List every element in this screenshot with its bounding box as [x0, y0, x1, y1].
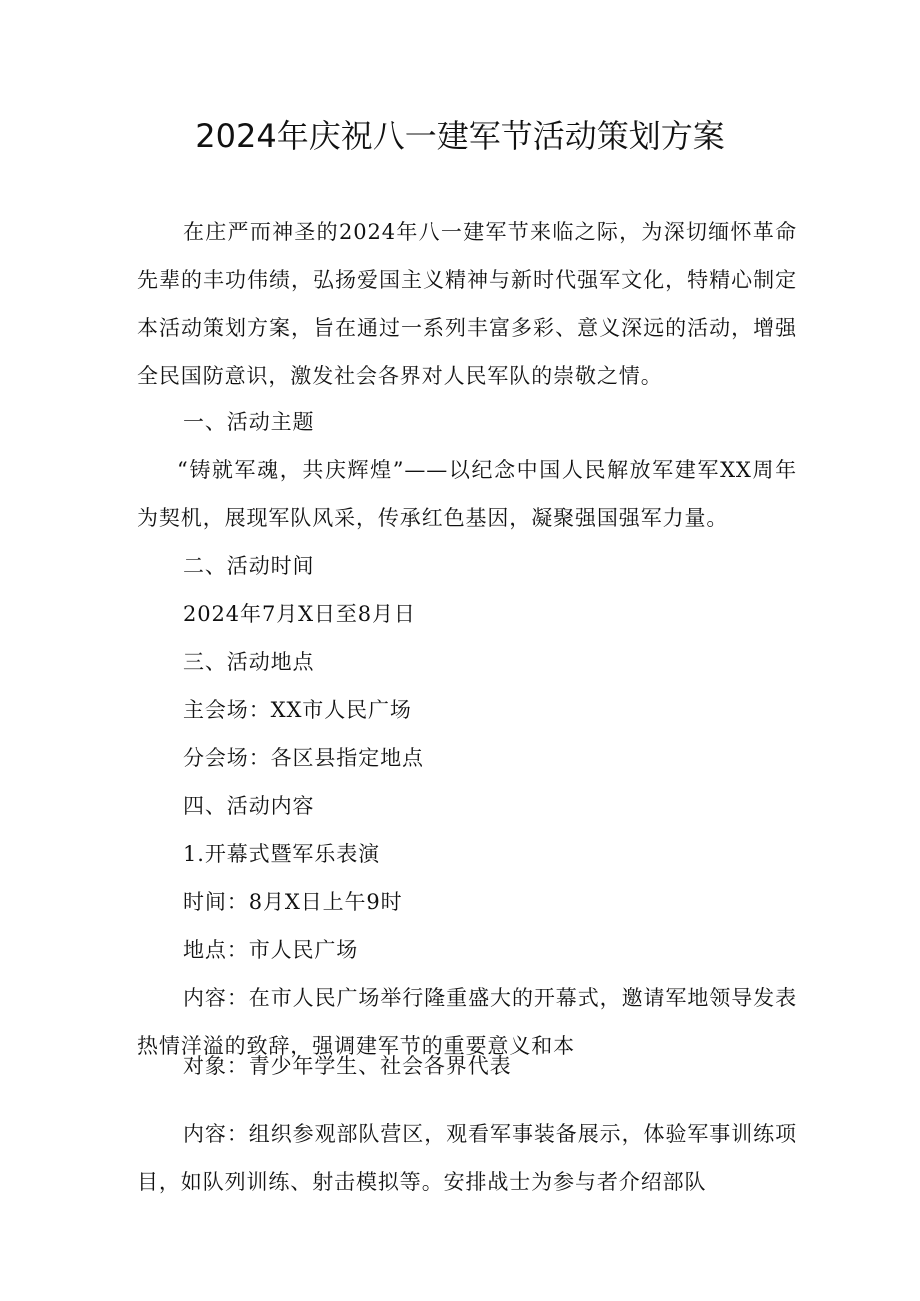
sub-venue: 分会场：各区县指定地点 — [183, 746, 424, 770]
theme-paragraph: “铸就军魂，共庆辉煌”——以纪念中国人民解放军建军XX周年为契机，展现军队风采，传承红色基因，凝聚强国强军力量。 — [137, 458, 797, 530]
intro-paragraph: 在庄严而神圣的2024年八一建军节来临之际，为深切缅怀革命先辈的丰功伟绩，弘扬爱国主义精神与新时代强军文化，特精心制定本活动策划方案，旨在通过一系列丰富多彩、意义深远的活动，增强全民国防意识，激发社会各界对人民军队的崇敬之情。 — [137, 220, 797, 388]
item1-audience: 对象：青少年学生、社会各界代表 — [183, 1054, 512, 1078]
item1-title: 1.开幕式暨军乐表演 — [183, 842, 381, 866]
main-venue: 主会场：XX市人民广场 — [183, 698, 412, 722]
item1-time: 时间：8月X日上午9时 — [183, 890, 403, 914]
section-heading-location: 三、活动地点 — [183, 650, 315, 674]
item1-content: 内容：在市人民广场举行隆重盛大的开幕式，邀请军地领导发表热情洋溢的致辞，强调建军节的重要意义和本 — [137, 986, 797, 1058]
section-heading-theme: 一、活动主题 — [183, 410, 315, 434]
section-heading-content: 四、活动内容 — [183, 794, 315, 818]
item2-content: 内容：组织参观部队营区，观看军事装备展示，体验军事训练项目，如队列训练、射击模拟等。安排战士为参与者介绍部队 — [137, 1122, 797, 1194]
section-heading-time: 二、活动时间 — [183, 554, 315, 578]
activity-time: 2024年7月X日至8月日 — [183, 602, 416, 626]
document-title: 2024年庆祝八一建军节活动策划方案 — [195, 117, 725, 155]
item1-place: 地点：市人民广场 — [183, 938, 359, 962]
